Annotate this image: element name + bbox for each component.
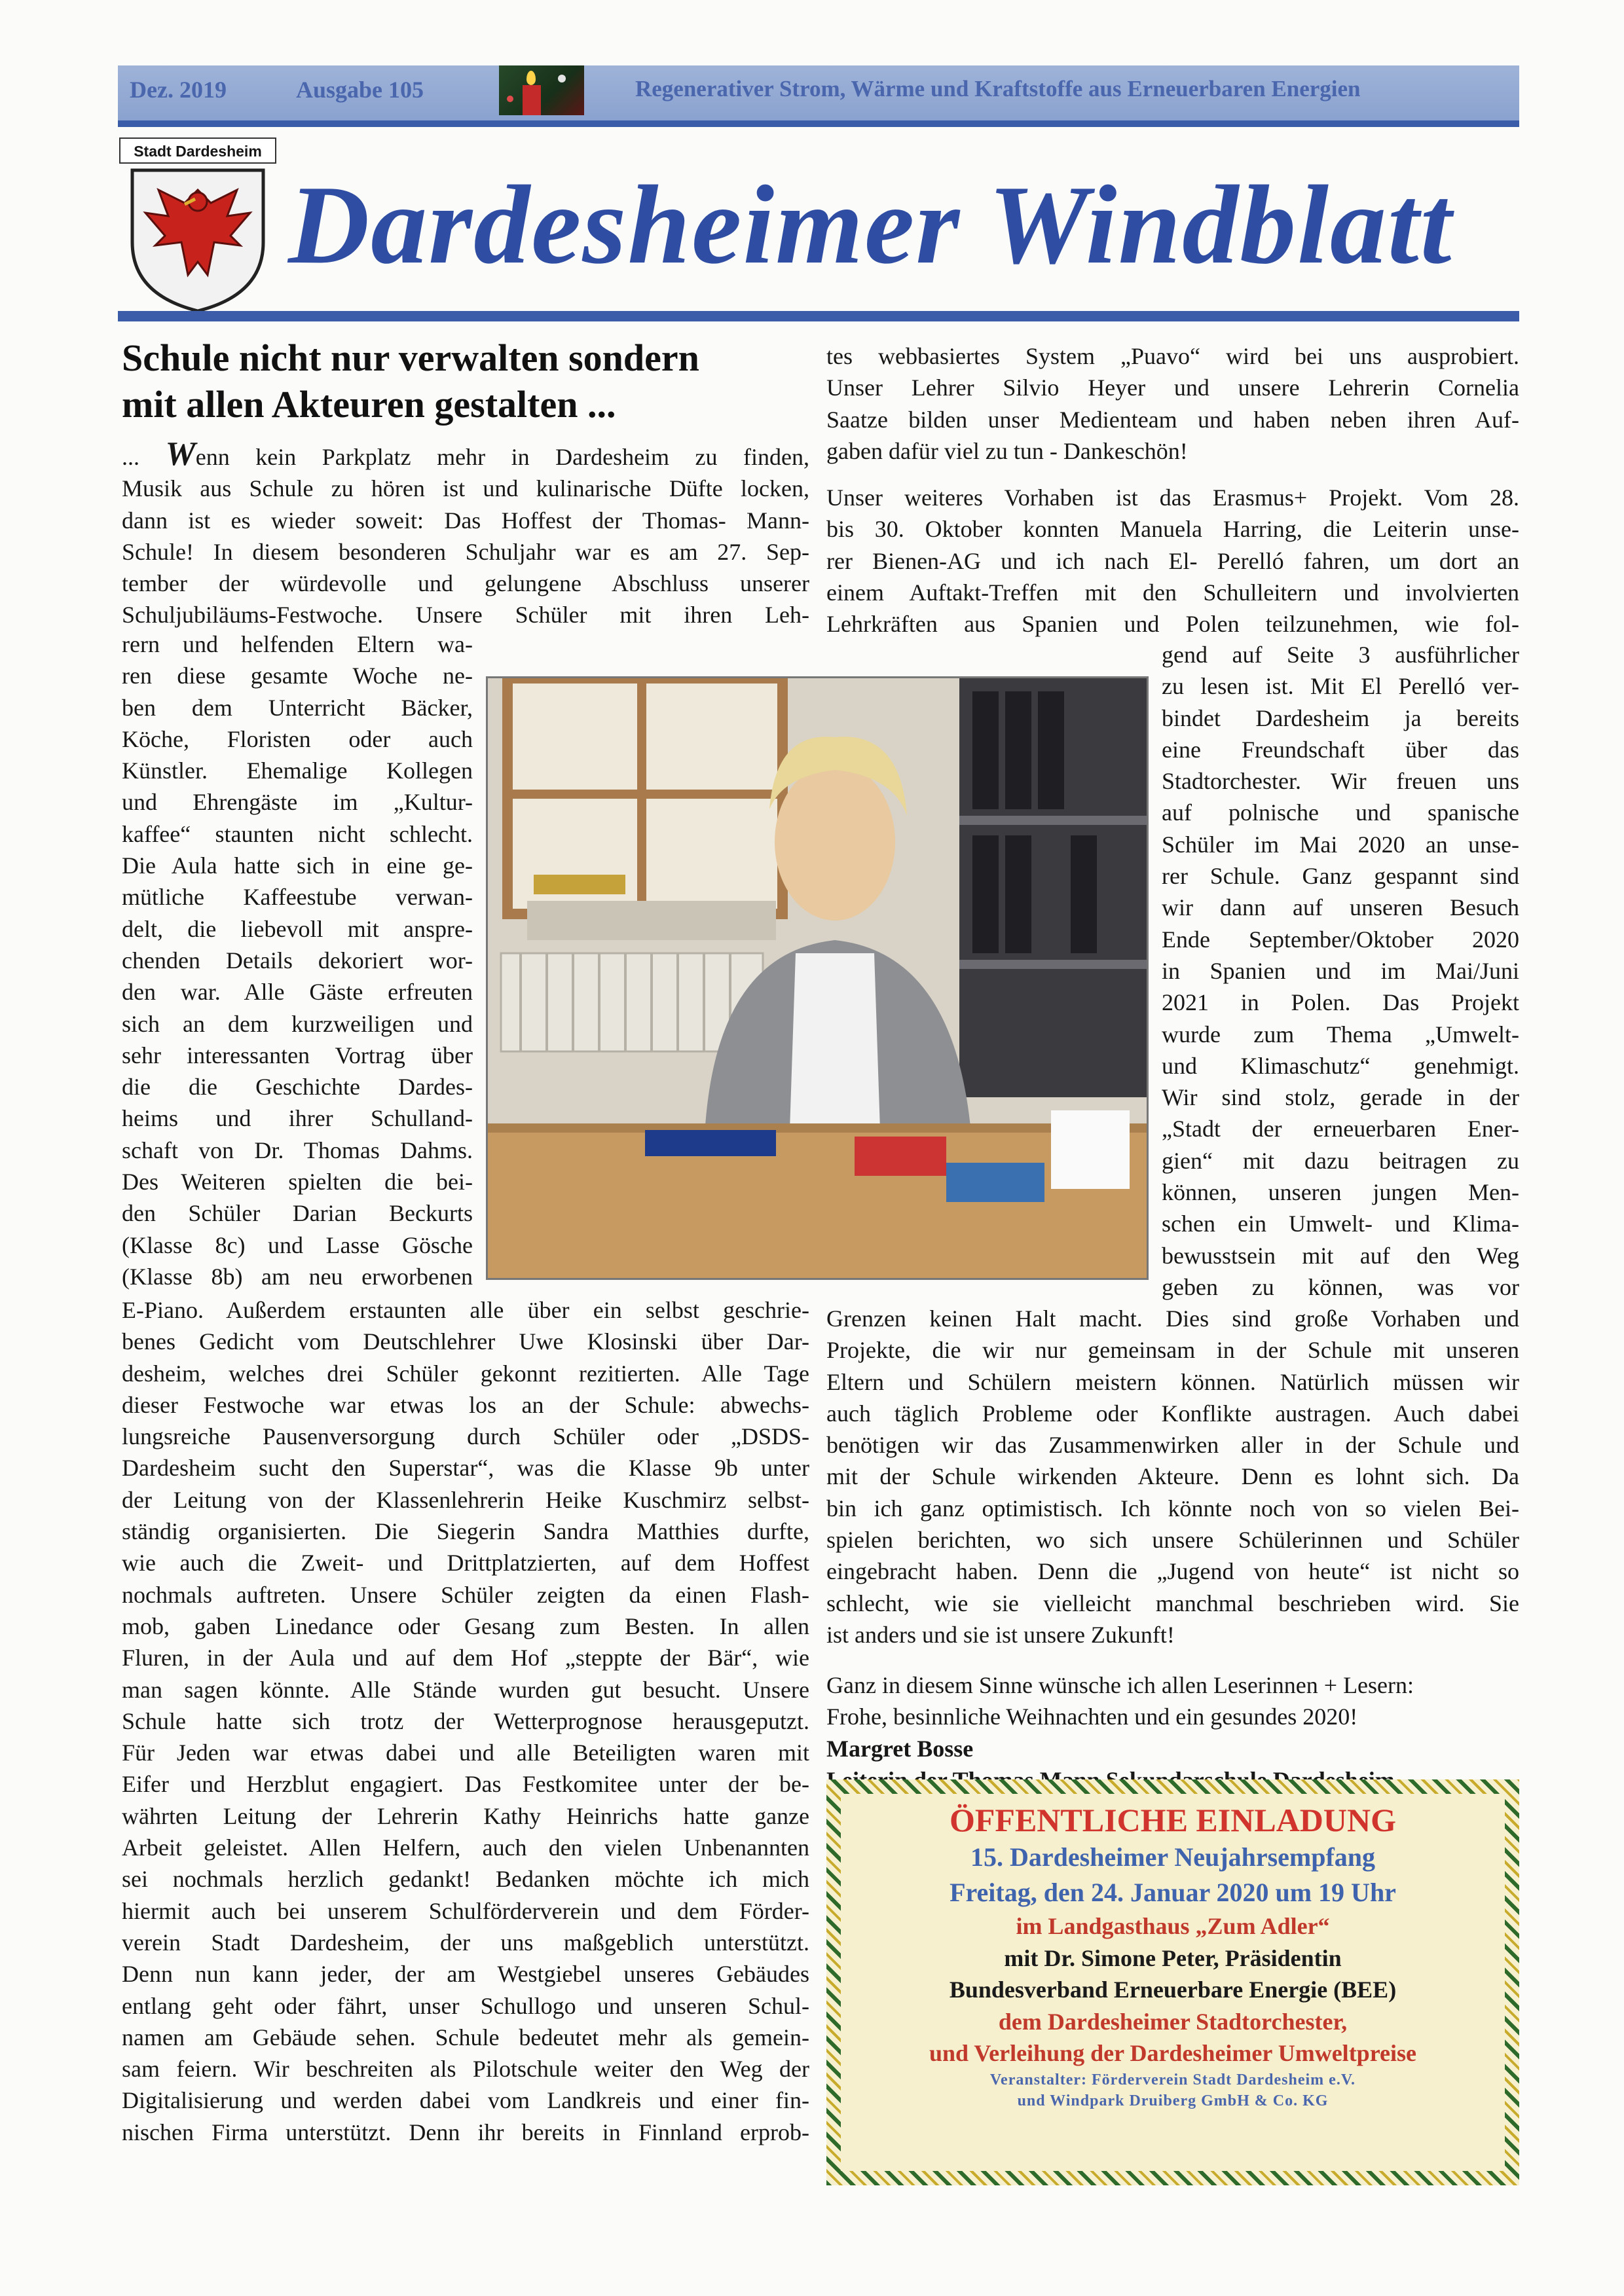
text-line: schaft von Dr. Thomas Dahms. xyxy=(122,1137,473,1163)
text-line: 2021 in Polen. Das Projekt xyxy=(1162,989,1519,1016)
text-line: man sagen könnte. Alle Stände wurden gut besucht. Unsere xyxy=(122,1676,809,1703)
text-line: ist anders und sie ist unsere Zukunft! xyxy=(826,1621,1175,1648)
left-column-bottom xyxy=(122,1294,809,2148)
text-line: schen ein Umwelt- und Klima- xyxy=(1162,1211,1519,1237)
text-line: und Klimaschutz“ genehmigt. xyxy=(1162,1052,1519,1079)
text-line: Köche, Floristen oder auch xyxy=(122,725,473,752)
text-line: ren diese gesamte Woche ne- xyxy=(122,663,473,689)
text-line: Schule hatte sich trotz der Wetterprognose herausgeputzt. xyxy=(122,1707,809,1734)
invitation-event: 15. Dardesheimer Neujahrsempfang xyxy=(970,1842,1376,1872)
article-headline xyxy=(122,335,809,428)
text-line: zu lesen ist. Mit El Perelló ver- xyxy=(1162,673,1519,700)
text-line: in Spanien und im Mai/Juni xyxy=(1162,957,1519,984)
text-line: Eltern und Schülern meistern können. Natürlich müssen wir xyxy=(826,1368,1519,1395)
text-line: spielen berichten, wo sich unsere Schülerinnen und Schüler xyxy=(826,1527,1519,1554)
text-line: (Klasse 8c) und Lasse Gösche xyxy=(122,1231,473,1258)
text-line: mütliche Kaffeestube verwan- xyxy=(122,884,473,911)
text-line: wie auch die Zweit- und Drittplatzierten, auf dem Hoffest xyxy=(122,1550,809,1576)
advent-candle-image xyxy=(499,65,584,115)
closing xyxy=(826,1669,1519,1796)
text-line: kaffee“ staunten nicht schlecht. xyxy=(122,820,473,847)
left-lines xyxy=(122,473,809,630)
text-line: chenden Details dekoriert wor- xyxy=(122,947,473,974)
text-line: eingebracht haben. Denn die „Jugend von heute“ ist nicht so xyxy=(826,1558,1519,1585)
right-column-top xyxy=(826,340,1519,467)
text-line: namen am Gebäude sehen. Schule bedeutet mehr als gemein- xyxy=(122,2024,809,2050)
text-line: wurde zum Thema „Umwelt- xyxy=(1162,1021,1519,1048)
text-line: Die Aula hatte sich in eine ge- xyxy=(122,852,473,879)
closing-line-1: Ganz in diesem Sinne wünsche ich allen Leserinnen + Lesern: xyxy=(826,1672,1414,1698)
text-line: verein Stadt Dardesheim, der uns maßgeblich unterstützt. xyxy=(122,1929,809,1956)
text-line: sei nochmals herzlich gedankt! Bedanken möchte ich mich xyxy=(122,1866,809,1893)
headline-line-1: Schule nicht nur verwalten sondern xyxy=(122,337,699,379)
text-line: rer Bienen-AG und ich nach El- Perelló fahren, um dort an xyxy=(826,547,1519,574)
text-line: währten Leitung der Lehrerin Kathy Heinrichs hatte ganze xyxy=(122,1802,809,1829)
text-line: bin ich ganz optimistisch. Ich könnte noch von so vielen Bei- xyxy=(826,1495,1519,1522)
left-column-top xyxy=(122,435,809,631)
invitation-box xyxy=(826,1779,1519,2185)
issue-date: Dez. 2019 xyxy=(130,77,227,103)
text-line: benötigen wir das Zusammenwirken aller in der Schule und xyxy=(826,1432,1519,1459)
text-line: schlecht, wie sie vielleicht manchmal beschrieben wird. Sie xyxy=(826,1590,1519,1616)
text-line: Schule! In diesem besonderen Schuljahr war es am 27. Sep- xyxy=(122,538,809,565)
text-line: gien“ mit dazu beitragen zu xyxy=(1162,1147,1519,1174)
text-line: auch täglich Probleme oder Konflikte austragen. Auch dabei xyxy=(826,1400,1519,1427)
text-line: den Schüler Darian Beckurts xyxy=(122,1200,473,1227)
text-line: rer Schule. Ganz gespannt sind xyxy=(1162,863,1519,890)
text-line: Künstler. Ehemalige Kollegen xyxy=(122,757,473,784)
text-line: Saatze bilden unser Medienteam und haben neben ihren Auf- xyxy=(826,406,1519,433)
text-line: gaben dafür viel zu tun - Dankeschön! xyxy=(826,437,1188,464)
text-line: Schuljubiläums-Festwoche. Unsere Schüler mit ihren Leh- xyxy=(122,602,809,629)
text-line: Arbeit geleistet. Allen Helfern, auch den vielen Unbenannten xyxy=(122,1834,809,1861)
text-line: heims und ihrer Schulland- xyxy=(122,1105,473,1132)
text-line: die die Geschichte Dardes- xyxy=(122,1074,473,1101)
invitation-award: und Verleihung der Dardesheimer Umweltpreise xyxy=(929,2040,1416,2067)
text-line: Grenzen keinen Halt macht. Dies sind große Vorhaben und xyxy=(826,1305,1519,1332)
eagle-crest-icon xyxy=(119,164,276,314)
text-line: entlang geht oder fährt, unser Schullogo und unseren Schul- xyxy=(122,1992,809,2019)
text-line: Musik aus Schule zu hören ist und kulinarische Düfte locken, xyxy=(122,475,809,502)
text-line: bis 30. Oktober konnten Manuela Harring, die Leiterin unse- xyxy=(826,516,1519,543)
text-line: geben zu können, was vor xyxy=(1162,1273,1519,1300)
drop-letter: W xyxy=(165,435,196,473)
text-line: Ende September/Oktober 2020 xyxy=(1162,926,1519,953)
left-column-narrow xyxy=(122,629,473,1292)
invitation-host-2: und Windpark Druiberg GmbH & Co. KG xyxy=(1017,2092,1329,2110)
invitation-date: Freitag, den 24. Januar 2020 um 19 Uhr xyxy=(950,1878,1396,1907)
text-line: gend auf Seite 3 ausführlicher xyxy=(1162,642,1519,668)
text-line: wir dann auf unseren Besuch xyxy=(1162,894,1519,921)
text-line: desheim, welches drei Schüler gekonnt rezitierten. Alle Tage xyxy=(122,1360,809,1387)
header-bar xyxy=(118,65,1519,127)
masthead-rule xyxy=(118,311,1519,321)
first-line: ... Wenn kein Parkplatz mehr in Dardesheim zu finden, xyxy=(122,435,809,473)
principal-photo xyxy=(486,676,1149,1280)
text-line: Denn nun kann jeder, der am Westgiebel unseres Gebäudes xyxy=(122,1961,809,1988)
invitation-host-1: Veranstalter: Förderverein Stadt Dardesheim e.V. xyxy=(989,2071,1356,2088)
newspaper-title: Dardesheimer Windblatt xyxy=(288,163,1453,287)
text-line: nischen Firma unterstützt. Denn ihr bereits in Finnland erprob- xyxy=(122,2119,809,2145)
right-column-paragraph-2 xyxy=(826,482,1519,640)
invitation-heading: ÖFFENTLICHE EINLADUNG xyxy=(949,1802,1397,1838)
text-line: Des Weiteren spielten die bei- xyxy=(122,1169,473,1195)
text-line: bindet Dardesheim ja bereits xyxy=(1162,704,1519,731)
text-line: sehr interessanten Vortrag über xyxy=(122,1042,473,1068)
closing-line-2: Frohe, besinnliche Weihnachten und ein gesundes 2020! xyxy=(826,1704,1358,1730)
issue-number: Ausgabe 105 xyxy=(296,77,424,103)
invitation-orchestra: dem Dardesheimer Stadtorchester, xyxy=(998,2008,1348,2035)
text-line: „Stadt der erneuerbaren Ener- xyxy=(1162,1116,1519,1142)
invitation-org: Bundesverband Erneuerbare Energie (BEE) xyxy=(949,1977,1397,2003)
text-line: mit der Schule wirkenden Akteure. Denn es lohnt sich. Da xyxy=(826,1463,1519,1490)
text-line: Projekte, die wir nur gemeinsam in der Schule mit unseren xyxy=(826,1337,1519,1364)
text-line: ben dem Unterricht Bäcker, xyxy=(122,694,473,721)
text-line: Stadtorchester. Wir freuen uns xyxy=(1162,768,1519,795)
crest-label: Stadt Dardesheim xyxy=(119,137,276,164)
text-line: Wir sind stolz, gerade in der xyxy=(1162,1084,1519,1111)
text-line: benes Gedicht vom Deutschlehrer Uwe Klosinski über Dar- xyxy=(122,1328,809,1355)
text-line: Für Jeden war etwas dabei und alle Beteiligten waren mit xyxy=(122,1740,809,1766)
text-line: hiermit auch bei unserem Schulförderverein und dem Förder- xyxy=(122,1897,809,1924)
portrait-photo-icon xyxy=(488,678,1147,1278)
text-line: nochmals auftreten. Unsere Schüler zeigten da einen Flash- xyxy=(122,1581,809,1608)
text-line: Dardesheim sucht den Superstar“, was die Klasse 9b unter xyxy=(122,1455,809,1482)
text-line: sam feiern. Wir beschreiten als Pilotschule weiter den Weg der xyxy=(122,2056,809,2083)
text-line: E-Piano. Außerdem erstaunten alle über ein selbst geschrie- xyxy=(122,1297,809,1323)
text-line: (Klasse 8b) am neu erworbenen xyxy=(122,1263,473,1290)
text-line: können, unseren jungen Men- xyxy=(1162,1179,1519,1206)
text-line: Digitalisierung und werden dabei vom Landkreis und einer fin- xyxy=(122,2087,809,2114)
text-line: auf polnische und spanische xyxy=(1162,799,1519,826)
right-column-bottom xyxy=(826,1303,1519,1650)
text-line: einem Auftakt-Treffen mit den Schulleitern und involvierten xyxy=(826,579,1519,606)
text-line: Unser Lehrer Silvio Heyer und unsere Lehrerin Cornelia xyxy=(826,374,1519,401)
header-tagline: Regenerativer Strom, Wärme und Kraftstoffe aus Erneuerbaren Energien xyxy=(635,76,1361,101)
invitation-guest: mit Dr. Simone Peter, Präsidentin xyxy=(1004,1944,1342,1971)
text-line: bewusstsein mit auf den Weg xyxy=(1162,1242,1519,1269)
text-line: tember der würdevolle und gelungene Abschluss unserer xyxy=(122,570,809,597)
headline-line-2: mit allen Akteuren gestalten ... xyxy=(122,382,616,426)
text-line: sich an dem kurzweiligen und xyxy=(122,1010,473,1037)
text-line: Lehrkräften aus Spanien und Polen teilzunehmen, wie fol- xyxy=(826,611,1519,638)
text-line: Unser weiteres Vorhaben ist das Erasmus+ Projekt. Vom 28. xyxy=(826,484,1519,511)
text-line: der Leitung von der Klassenlehrerin Heike Kuschmirz selbst- xyxy=(122,1486,809,1513)
text-line: ständig organisierten. Die Siegerin Sandra Matthies durfte, xyxy=(122,1518,809,1545)
text-line: Eifer und Herzblut engagiert. Das Festkomitee unter der be- xyxy=(122,1771,809,1798)
text-line: den war. Alle Gäste erfreuten xyxy=(122,979,473,1006)
town-crest xyxy=(119,137,276,314)
text-line: rern und helfenden Eltern wa- xyxy=(122,631,473,657)
text-line: delt, die liebevoll mit anspre- xyxy=(122,915,473,942)
text-line: Fluren, in der Aula und auf dem Hof „steppte der Bär“, wie xyxy=(122,1645,809,1671)
invitation-venue: im Landgasthaus „Zum Adler“ xyxy=(1016,1913,1330,1939)
text-line: lungsreiche Pausenversorgung durch Schüler oder „DSDS- xyxy=(122,1423,809,1450)
text-line: mob, gaben Linedance oder Gesang zum Besten. In allen xyxy=(122,1613,809,1639)
text-line: und Ehrengäste im „Kultur- xyxy=(122,789,473,816)
text-line: eine Freundschaft über das xyxy=(1162,736,1519,763)
author-name: Margret Bosse xyxy=(826,1735,974,1762)
text-line: tes webbasiertes System „Puavo“ wird bei uns ausprobiert. xyxy=(826,343,1519,369)
text-line: Schüler im Mai 2020 an unse- xyxy=(1162,831,1519,858)
right-column-narrow xyxy=(1162,639,1519,1303)
text-line: dieser Festwoche war etwas los an der Schule: abwechs- xyxy=(122,1391,809,1418)
text-line: dann ist es wieder soweit: Das Hoffest der Thomas- Mann- xyxy=(122,507,809,534)
